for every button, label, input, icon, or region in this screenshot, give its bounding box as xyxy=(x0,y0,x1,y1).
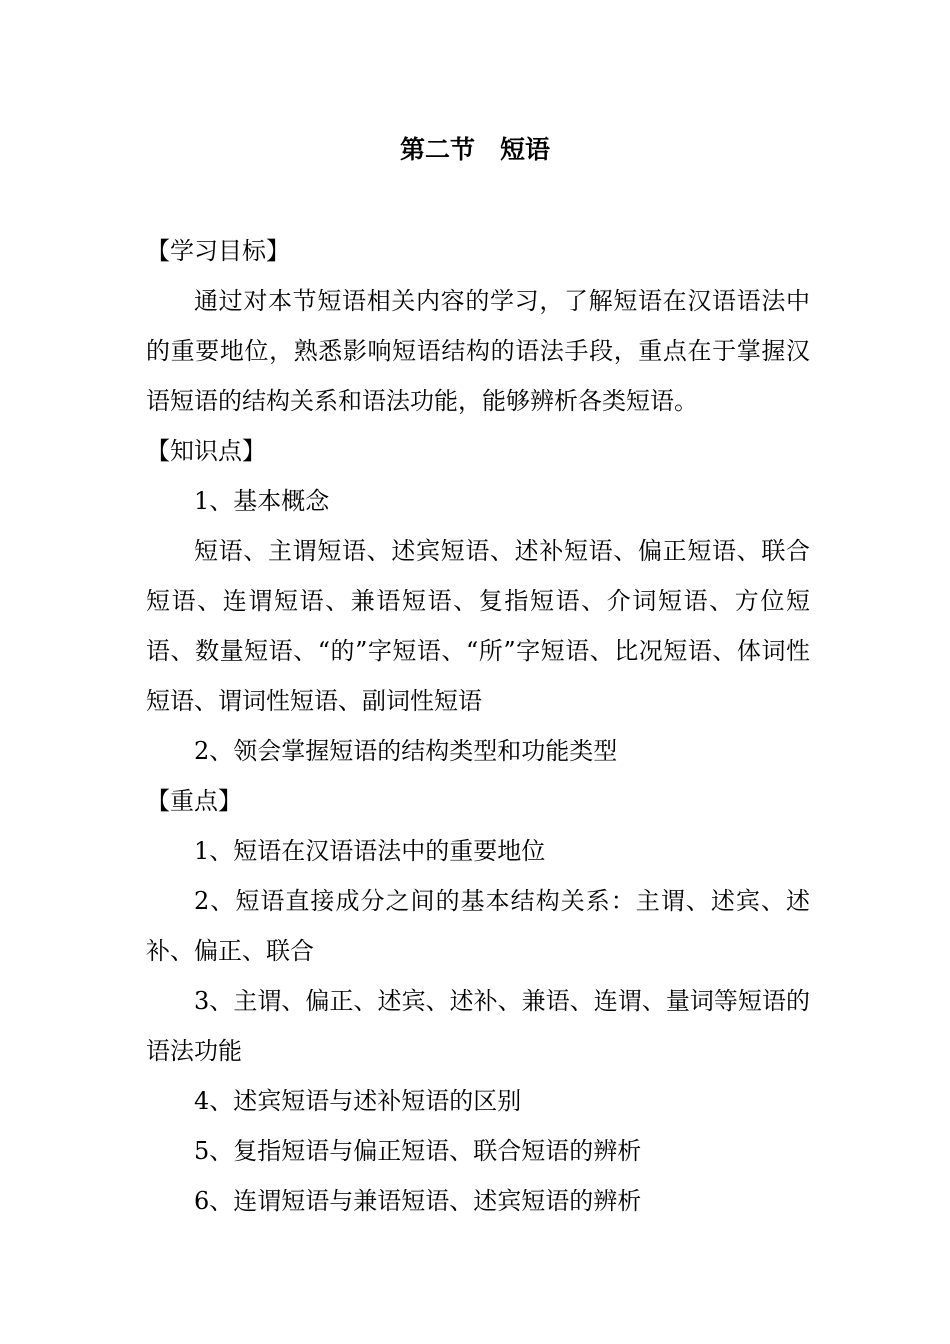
knowledge-item-basic-concepts: 1、基本概念 xyxy=(194,487,330,515)
key-points-heading: 【重点】 xyxy=(146,787,242,815)
key-point-item: 2、短语直接成分之间的基本结构关系：主谓、述宾、述补、偏正、联合 xyxy=(146,887,810,965)
document-body xyxy=(146,226,810,1226)
goals-paragraph: 通过对本节短语相关内容的学习，了解短语在汉语语法中的重要地位，熟悉影响短语结构的语法手段，重点在于掌握汉语短语的结构关系和语法功能，能够辨析各类短语。 xyxy=(146,287,810,415)
knowledge-terms-paragraph: 短语、主谓短语、述宾短语、述补短语、偏正短语、联合短语、连谓短语、兼语短语、复指短语、介词短语、方位短语、数量短语、“的”字短语、“所”字短语、比况短语、体词性短语、谓词性短语、副词性短语 xyxy=(146,537,810,715)
knowledge-item-types: 2、领会掌握短语的结构类型和功能类型 xyxy=(194,737,618,765)
key-point-item: 1、短语在汉语语法中的重要地位 xyxy=(194,837,546,865)
key-point-item: 3、主谓、偏正、述宾、述补、兼语、连谓、量词等短语的语法功能 xyxy=(146,987,810,1065)
knowledge-heading: 【知识点】 xyxy=(146,437,266,465)
key-point-item: 4、述宾短语与述补短语的区别 xyxy=(194,1087,522,1115)
section-title: 第二节 短语 xyxy=(399,135,550,164)
goals-heading: 【学习目标】 xyxy=(146,237,290,265)
key-point-item: 5、复指短语与偏正短语、联合短语的辨析 xyxy=(194,1137,642,1165)
key-point-item: 6、连谓短语与兼语短语、述宾短语的辨析 xyxy=(194,1187,642,1215)
